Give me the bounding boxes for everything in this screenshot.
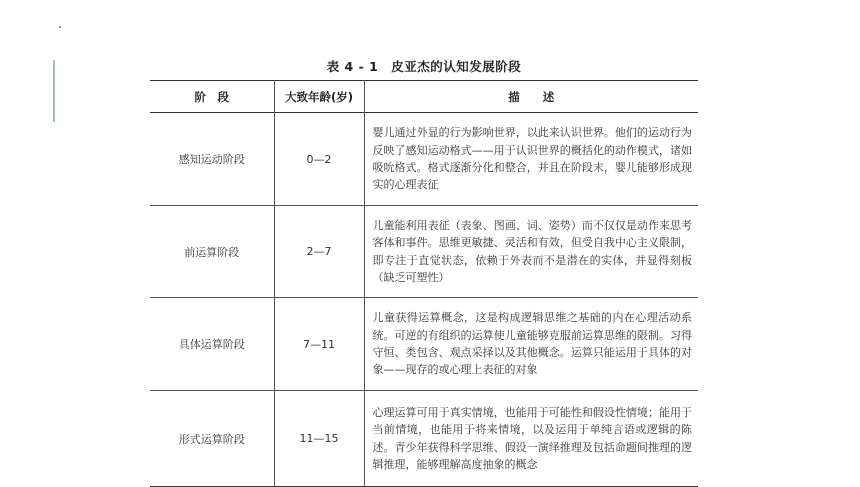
table-row: [150, 298, 698, 391]
table-header-row: [150, 81, 698, 113]
table-title: 表 4 - 1 皮亚杰的认知发展阶段: [326, 59, 522, 74]
decorative-side-rule: [53, 60, 55, 122]
description-cell: 心理运算可用于真实情境，也能用于可能性和假设性情境；能用于当前情境，也能用于将来情境，以及运用于单纯言语或逻辑的陈述。青少年获得科学思维、假设一演绎推理及包括命题间推理的逻辑推理，能够理解高度抽象的概念: [364, 391, 698, 487]
description-cell: 婴儿通过外显的行为影响世界，以此来认识世界。他们的运动行为反映了感知运动格式——用于认识世界的概括化的动作模式，诸如吸吮格式。格式逐渐分化和整合，并且在阶段末，婴儿能够形成现实的心理表征: [364, 113, 698, 206]
description-cell: 儿童获得运算概念，这是构成逻辑思维之基础的内在心理活动系统。可逆的有组织的运算使儿童能够克服前运算思维的限制。习得守恒、类包含、观点采择以及其他概念。运算只能运用于具体的对象——现存的或心理上表征的对象: [364, 298, 698, 391]
table-row: [150, 391, 698, 487]
age-cell: 11—15: [274, 391, 364, 487]
description-cell: 儿童能利用表征（表象、图画、词、姿势）而不仅仅是动作来思考客体和事件。思维更敏捷、灵活和有效，但受自我中心主义限制，即专注于直觉状态，依赖于外表而不是潜在的实体，并显得刻板（缺乏可塑性）: [364, 206, 698, 298]
table-row: [150, 113, 698, 206]
stage-cell: 感知运动阶段: [178, 153, 245, 166]
age-cell: 7—11: [274, 298, 364, 391]
stage-cell: 具体运算阶段: [178, 338, 245, 351]
table-row: [150, 206, 698, 298]
age-cell: 0—2: [274, 113, 364, 206]
header-description: 描 述: [364, 81, 698, 113]
stage-cell: 前运算阶段: [184, 245, 240, 259]
header-age: 大致年龄(岁): [274, 81, 364, 113]
stage-cell: 形式运算阶段: [178, 432, 245, 446]
header-stage: 阶 段: [194, 89, 229, 104]
cognitive-stages-table: [150, 80, 698, 487]
age-cell: 2—7: [274, 206, 364, 298]
decorative-dot: [59, 26, 61, 28]
